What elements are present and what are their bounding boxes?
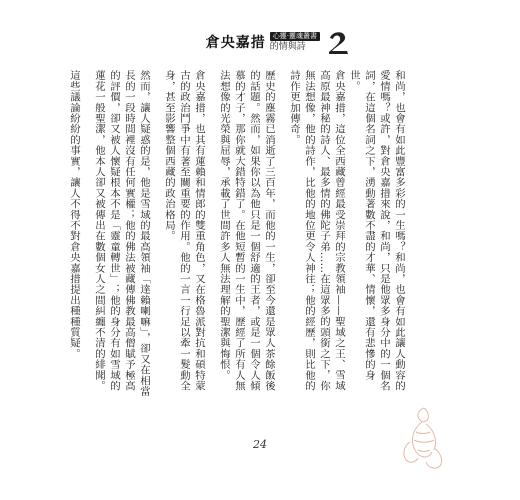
page-header: [206, 22, 352, 62]
paragraph-3: 歷史的塵霧已消逝了三百年，而他的一生，卻至今還是眾人茶餘飯後的話題。然而，如果你以為他只是一個舒適的王者，或是一個令人傾慕的才子，那你就大錯特錯了。在他短暫的一生中，歷經了所有人無法想像的光榮與屈辱，承載了世間許多人無法理解的聖潔與悔恨。: [218, 70, 275, 391]
series-badge: 心靈·靈魂叢書: [270, 32, 320, 41]
page-number: 24: [253, 438, 267, 451]
title-sub-block: [270, 32, 320, 52]
paragraph-2: 倉央嘉措，這位全西藏曾經最受崇拜的宗教領袖——聖域之王、雪域高原最神秘的詩人、最多情的佛陀子弟……在這眾多的頭銜之下，你無法想像，他的詩作，比他的地位更令人神往；他的經歷，則比他的詩作更加傳奇。: [288, 70, 345, 391]
vertical-body-text: [68, 70, 406, 400]
chapter-number-mark-icon: [326, 28, 352, 56]
paragraph-6: 這些議論紛紛的事實，讓人不得不對倉央嘉措提出種種質疑。: [68, 70, 80, 359]
book-title: 倉央嘉措: [205, 35, 266, 51]
decorative-figure-icon: [396, 402, 452, 472]
book-subtitle: 的情與詩: [269, 42, 306, 52]
paragraph-1: 和尚，也會有如此豐富多彩的一生嗎？和尚，也會有如此讓人動容的愛情嗎？或許，對倉央嘉措來說，和尚，只是他眾多身分中的一個名詞，在這個名詞之下，湧動著數不盡的才華、情懷，還有悲慘的身世。: [348, 70, 405, 391]
paragraph-5: 然而，讓人疑惑的是，他是雪域的最高領袖「達賴喇嘛」，卻又在相當長的一段時間裡沒有任何實權；他的佛法被藏傳佛教最高僧賦予極高的評價，卻又被人懷疑根本不是「靈童轉世」；他的身分有如雪域的蓮花一般聖潔，他本人卻又被傳出在數個女人之間糾纏不清的緋聞。: [93, 70, 150, 397]
paragraph-4: 倉央嘉措，也其有蓮賴和情郎的雙重角色，又在格魯派對抗和碩特蒙古的政治鬥爭中有著至關重要的作用。他的一言一行足以牽一髮動全身，甚至影響整個西藏的政治格局。: [163, 70, 205, 391]
